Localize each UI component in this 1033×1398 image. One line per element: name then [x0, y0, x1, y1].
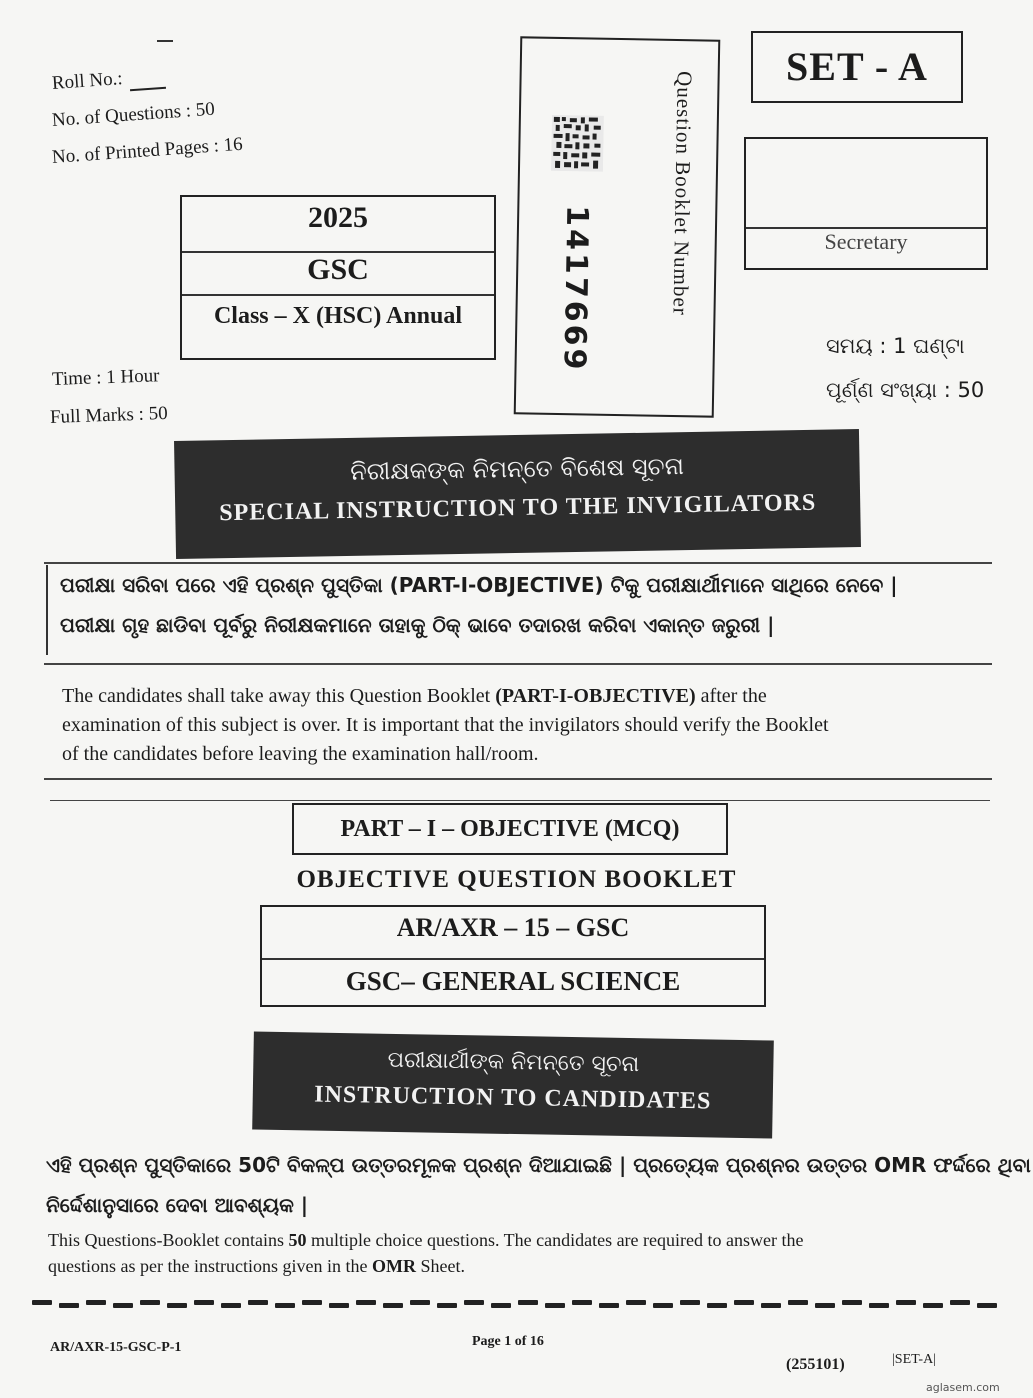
- dash-segment: [464, 1300, 484, 1305]
- dash-segment: [248, 1300, 268, 1305]
- secretary-label: Secretary: [824, 229, 908, 254]
- set-label: SET - A: [786, 44, 928, 89]
- text: This Questions-Booklet contains: [48, 1230, 289, 1250]
- no-of-questions: No. of Questions : 50: [51, 98, 216, 131]
- rule: [44, 778, 992, 780]
- odia-time: ସମୟ : 1 ଘଣ୍ଟା: [826, 334, 965, 358]
- text: after the: [695, 685, 767, 707]
- invigilator-odia-line-2: ପରୀକ୍ଷା ଗୃହ ଛାଡିବା ପୂର୍ବରୁ ନିରୀକ୍ଷକମାନେ ତାହାକୁ ଠିକ୍ ଭାବେ ତଦାରଖ କରିବା ଏକାନ୍ତ ଜରୁରୀ |: [60, 613, 775, 637]
- part-title: PART – I – OBJECTIVE (MCQ): [340, 816, 680, 842]
- dash-segment: [356, 1300, 376, 1305]
- dash-segment: [977, 1303, 997, 1308]
- dash-segment: [923, 1303, 943, 1308]
- footer-number: (255101): [786, 1356, 845, 1373]
- dash-segment: [680, 1300, 700, 1305]
- candidate-english-line-2: [48, 1256, 465, 1277]
- dash-segment: [572, 1300, 592, 1305]
- rule: [44, 562, 992, 564]
- text: questions as per the instructions given in the: [48, 1256, 372, 1276]
- candidate-odia-line-1: ଏହି ପ୍ରଶ୍ନ ପୁସ୍ତିକାରେ 50ଟି ବିକଳ୍ପ ଉତ୍ତରମୂଳକ ପ୍ରଶ୍ନ ଦିଆଯାଇଛି | ପ୍ରତ୍ୟେକ ପ୍ରଶ୍ନର ଉତ୍ତର OMR ଫର୍ଦ୍ଦରେ ଥିବା: [46, 1153, 1031, 1177]
- qr-code: [551, 115, 604, 172]
- text: Sheet.: [415, 1256, 465, 1276]
- footer-set: |SET-A|: [892, 1352, 936, 1367]
- divider: [262, 958, 764, 960]
- invigilator-english-line-3: of the candidates before leaving the examination hall/room.: [62, 743, 539, 765]
- dash-segment: [221, 1303, 241, 1308]
- dash-segment: [140, 1300, 160, 1305]
- dash-segment: [707, 1303, 727, 1308]
- invigilator-odia-line-1: ପରୀକ୍ଷା ସରିବା ପରେ ଏହି ପ୍ରଶ୍ନ ପୁସ୍ତିକା (PART-I-OBJECTIVE) ଟିକୁ ପରୀକ୍ଷାର୍ଥୀମାନେ ସାଥିରେ ନେବେ |: [60, 573, 898, 597]
- text: multiple choice questions. The candidates are required to answer the: [306, 1230, 804, 1250]
- dash-segment: [734, 1300, 754, 1305]
- dashed-separator: [32, 1300, 1002, 1312]
- footer-page: Page 1 of 16: [472, 1334, 544, 1349]
- rule: [50, 800, 990, 801]
- dash-segment: [815, 1303, 835, 1308]
- invigilator-banner: [174, 429, 861, 559]
- exam-year: 2025: [308, 201, 368, 234]
- dash-segment: [194, 1300, 214, 1305]
- dash-segment: [275, 1303, 295, 1308]
- set-label-box: [751, 31, 963, 103]
- dash-segment: [113, 1303, 133, 1308]
- paper-code: AR/AXR – 15 – GSC: [396, 913, 630, 942]
- watermark: aglasem.com: [926, 1381, 1000, 1394]
- dash-segment: [86, 1300, 106, 1305]
- dash-segment: [383, 1303, 403, 1308]
- dash-segment: [167, 1303, 187, 1308]
- dash-segment: [518, 1300, 538, 1305]
- dash-segment: [869, 1303, 889, 1308]
- exam-subject-code: GSC: [307, 253, 369, 286]
- exam-class: Class – X (HSC) Annual: [213, 303, 463, 329]
- dash-segment: [896, 1300, 916, 1305]
- dash-segment: [302, 1300, 322, 1305]
- dash-segment: [491, 1303, 511, 1308]
- subject-box: [260, 905, 766, 1007]
- footer-code: AR/AXR-15-GSC-P-1: [50, 1340, 182, 1355]
- rule: [44, 663, 992, 665]
- dash-segment: [653, 1303, 673, 1308]
- dash-segment: [788, 1300, 808, 1305]
- dash-segment: [32, 1300, 52, 1305]
- rule: [46, 565, 48, 655]
- dash-segment: [761, 1303, 781, 1308]
- dash-segment: [842, 1300, 862, 1305]
- candidate-banner-english: INSTRUCTION TO CANDIDATES: [314, 1081, 712, 1115]
- roll-no-field[interactable]: [130, 87, 166, 92]
- booklet-title: OBJECTIVE QUESTION BOOKLET: [296, 866, 737, 893]
- no-of-printed-pages: No. of Printed Pages : 16: [51, 133, 244, 168]
- text-bold: 50: [288, 1230, 307, 1250]
- dash-segment: [545, 1303, 565, 1308]
- odia-marks: ପୂର୍ଣ୍ଣ ସଂଖ୍ୟା : 50: [826, 378, 985, 402]
- invigilator-english-line-1: [62, 685, 767, 708]
- subject-name: GSC– GENERAL SCIENCE: [345, 966, 681, 996]
- top-mark: [157, 40, 173, 42]
- time-info: Time : 1 Hour: [51, 365, 160, 390]
- dash-segment: [329, 1303, 349, 1308]
- invigilator-english-line-2: examination of this subject is over. It is important that the invigilators should verify the Booklet: [62, 714, 829, 736]
- part-title-box: [292, 803, 728, 855]
- roll-no-label: Roll No.:: [51, 68, 124, 94]
- candidate-english-line-1: [48, 1230, 803, 1251]
- dash-segment: [59, 1303, 79, 1308]
- invigilator-banner-odia: ନିରୀକ୍ଷକଙ୍କ ନିମନ୍ତେ ବିଶେଷ ସୂଚନା: [349, 452, 685, 486]
- exam-info-box: [180, 195, 496, 360]
- candidate-banner-odia: ପରୀକ୍ଷାର୍ଥୀଙ୍କ ନିମନ୍ତେ ସୂଚନା: [387, 1047, 640, 1078]
- text: The candidates shall take away this Question Booklet: [62, 685, 496, 707]
- secretary-box: [744, 137, 988, 270]
- candidate-odia-line-2: ନିର୍ଦ୍ଦେଶାନୁସାରେ ଦେବା ଆବଶ୍ୟକ |: [46, 1193, 309, 1217]
- full-marks-info: Full Marks : 50: [49, 402, 168, 428]
- dash-segment: [950, 1300, 970, 1305]
- booklet-number-label: Question Booklet Number: [668, 70, 697, 316]
- invigilator-banner-english: SPECIAL INSTRUCTION TO THE INVIGILATORS: [219, 489, 817, 527]
- booklet-number: 1417669: [556, 204, 595, 373]
- booklet-number-box: [514, 36, 721, 417]
- dash-segment: [626, 1300, 646, 1305]
- text-bold: OMR: [371, 1256, 416, 1276]
- divider: [182, 294, 494, 296]
- text-bold: (PART-I-OBJECTIVE): [495, 685, 696, 707]
- dash-segment: [410, 1300, 430, 1305]
- dash-segment: [599, 1303, 619, 1308]
- candidate-banner: [252, 1031, 774, 1138]
- dash-segment: [437, 1303, 457, 1308]
